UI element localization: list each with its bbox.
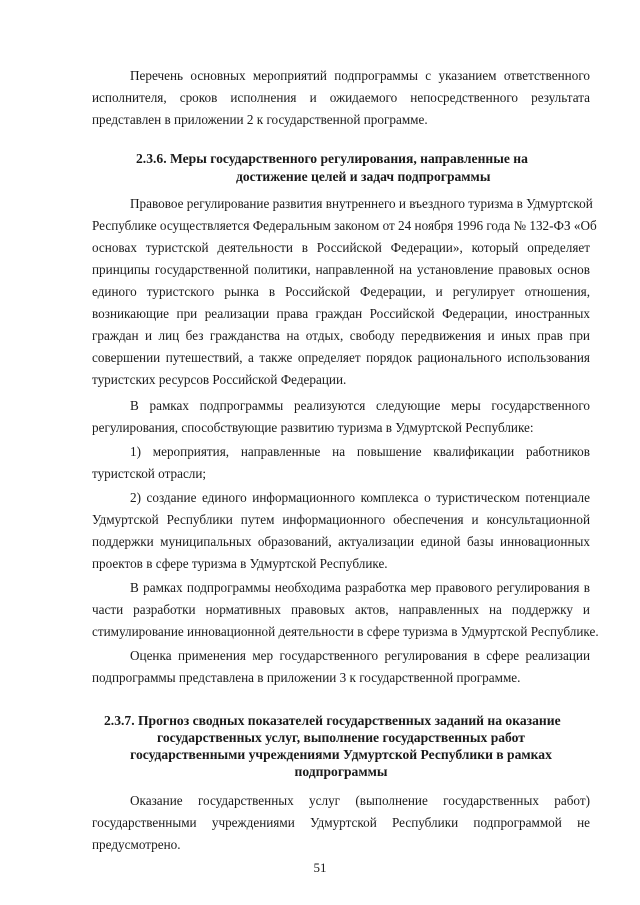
legal-line-7: граждан и лиц без гражданства на отдых, свободу передвижения и иных прав при [92,328,590,343]
item-2-line-3: поддержки муниципальных образований, актуализации единой базы инновационных [92,534,590,549]
legal-line-6: возникающие при реализации права граждан Российской Федерации, иностранных [92,306,590,321]
section-heading-2-3-7-line-2: государственных услуг, выполнение государственных работ [157,730,525,745]
legal-line-1: Правовое регулирование развития внутреннего и въездного туризма в Удмуртской [130,196,593,211]
item-1-line-1: 1) мероприятия, направленные на повышение квалификации работников [130,444,590,459]
legal-line-5: единого туристского рынка в Российской Федерации, и регулирует отношения, [92,284,590,299]
section-heading-2-3-6-line-2: достижение целей и задач подпрограммы [236,169,491,184]
measures-line-2: регулирования, способствующие развитию туризма в Удмуртской Республике: [92,420,534,435]
services-line-2: государственными учреждениями Удмуртской Республики подпрограммой не [92,815,590,830]
item-1-line-2: туристской отрасли; [92,466,207,481]
development-line-2: части разработки нормативных правовых актов, направленных на поддержку и [92,602,590,617]
intro-line-1: Перечень основных мероприятий подпрограммы с указанием ответственного [130,68,590,83]
legal-line-4: принципы государственной политики, направленной на установление правовых основ [92,262,590,277]
legal-line-9: туристских ресурсов Российской Федерации. [92,372,347,387]
services-line-1: Оказание государственных услуг (выполнение государственных работ) [130,793,590,808]
legal-line-3: основах туристской деятельности в Российской Федерации», который определяет [92,240,590,255]
item-2-line-1: 2) создание единого информационного комплекса о туристическом потенциале [130,490,590,505]
section-heading-2-3-7-line-4: подпрограммы [294,764,388,779]
assessment-line-1: Оценка применения мер государственного регулирования в сфере реализации [130,648,590,663]
assessment-line-2: подпрограммы представлена в приложении 3 к государственной программе. [92,670,521,685]
section-heading-2-3-7-line-3: государственными учреждениями Удмуртской Республики в рамках [130,747,552,762]
development-line-3: стимулирование инновационной деятельности в сфере туризма в Удмуртской Республике. [92,624,599,639]
legal-line-8: совершении путешествий, а также определяет порядок рационального использования [92,350,590,365]
measures-line-1: В рамках подпрограммы реализуются следующие меры государственного [130,398,590,413]
section-heading-2-3-7-line-1: 2.3.7. Прогноз сводных показателей государственных заданий на оказание [104,713,561,728]
services-line-3: предусмотрено. [92,837,181,852]
intro-line-2: исполнителя, сроков исполнения и ожидаемого непосредственного результата [92,90,590,105]
item-2-line-2: Удмуртской Республики путем информационного обеспечения и консультационной [92,512,590,527]
legal-line-2: Республике осуществляется Федеральным законом от 24 ноября 1996 года № 132-ФЗ «Об [92,218,597,233]
item-2-line-4: проектов в сфере туризма в Удмуртской Республике. [92,556,388,571]
development-line-1: В рамках подпрограммы необходима разработка мер правового регулирования в [130,580,590,595]
intro-line-3: представлен в приложении 2 к государственной программе. [92,112,428,127]
page-number: 51 [313,860,327,875]
section-heading-2-3-6-line-1: 2.3.6. Меры государственного регулирования, направленные на [136,151,528,166]
